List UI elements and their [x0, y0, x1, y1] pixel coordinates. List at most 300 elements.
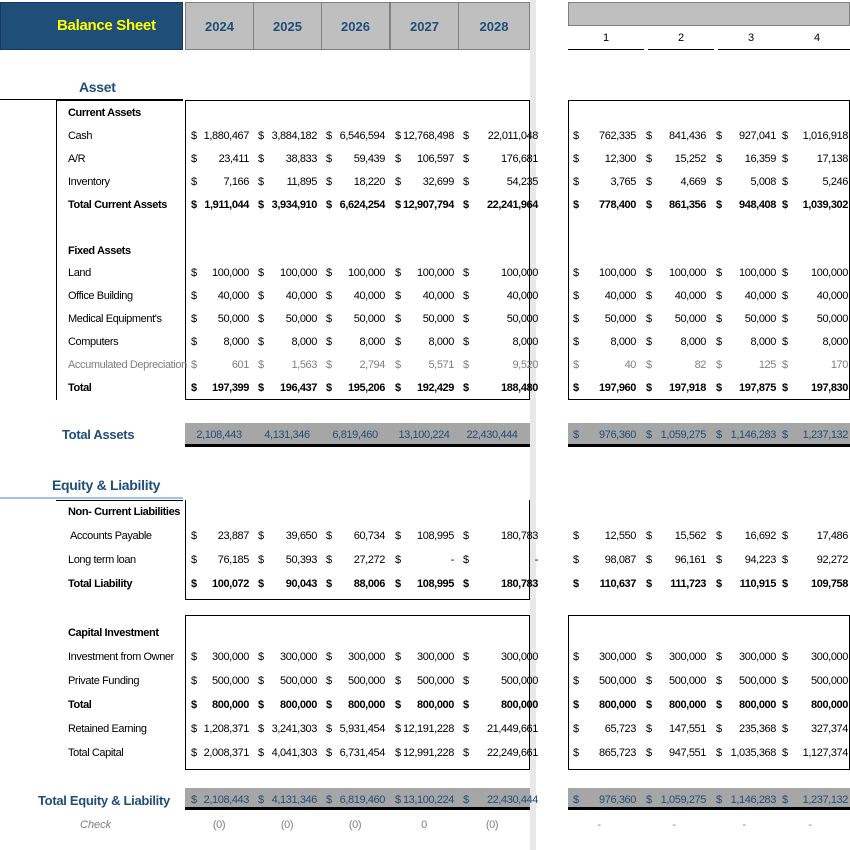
year-value-cell[interactable]: 90,043 — [285, 578, 317, 590]
year-value-cell[interactable]: 1,563 — [291, 359, 317, 371]
total-equity-month-value[interactable]: 976,360 — [599, 794, 636, 806]
month-value-cell[interactable]: 15,562 — [674, 530, 706, 542]
year-value-cell[interactable]: 22,011,048 — [487, 130, 538, 142]
year-value-cell[interactable]: 39,650 — [285, 530, 317, 542]
year-value-cell[interactable]: 9,520 — [512, 359, 538, 371]
currency-sign: $ — [716, 675, 723, 687]
currency-sign: $ — [782, 429, 789, 441]
equity-heading-rule — [0, 497, 183, 499]
year-value-cell[interactable]: 180,783 — [501, 530, 538, 542]
month-value-cell[interactable]: 15,252 — [674, 153, 706, 165]
year-header-2026[interactable]: 2026 — [321, 2, 390, 50]
month-value-cell[interactable]: 110,637 — [599, 578, 636, 590]
year-value-cell[interactable]: 800,000 — [212, 699, 249, 711]
year-value-cell[interactable]: 300,000 — [280, 651, 317, 663]
month-value-cell[interactable]: 327,374 — [811, 723, 848, 735]
month-value-cell[interactable]: 40,000 — [816, 290, 848, 302]
currency-sign: $ — [191, 199, 198, 211]
currency-sign: $ — [326, 699, 333, 711]
total-assets-month-value[interactable]: 1,237,132 — [802, 429, 848, 441]
year-value-cell[interactable]: 1,208,371 — [203, 723, 249, 735]
month-value-cell[interactable]: 50,000 — [604, 313, 636, 325]
month-value-cell[interactable]: 82 — [694, 359, 706, 371]
currency-sign: $ — [258, 313, 265, 325]
month-value-cell[interactable]: 197,830 — [811, 382, 848, 394]
year-value-cell[interactable]: 22,241,964 — [486, 199, 538, 211]
month-value-cell[interactable]: 17,486 — [816, 530, 848, 542]
year-value-cell[interactable]: - — [534, 554, 538, 566]
month-value-cell[interactable]: 948,408 — [739, 199, 776, 211]
row-label: Accumulated Depreciation — [68, 359, 187, 371]
month-value-cell[interactable]: 125 — [758, 359, 776, 371]
currency-sign: $ — [573, 675, 580, 687]
year-value-cell[interactable]: 11,895 — [286, 176, 317, 188]
month-value-cell[interactable]: 300,000 — [599, 651, 636, 663]
currency-sign: $ — [782, 267, 789, 279]
month-value-cell[interactable]: 1,127,374 — [802, 747, 848, 759]
sheet-title-cell[interactable] — [0, 2, 183, 50]
currency-sign: $ — [258, 675, 265, 687]
year-value-cell[interactable]: 800,000 — [417, 699, 454, 711]
check-year-value[interactable]: (0) — [212, 819, 226, 831]
year-value-cell[interactable]: 192,429 — [417, 382, 454, 394]
year-value-cell[interactable]: 500,000 — [212, 675, 249, 687]
year-value-cell[interactable]: 40,000 — [353, 290, 385, 302]
year-value-cell[interactable]: 60,734 — [353, 530, 385, 542]
check-month-value[interactable]: - — [742, 819, 746, 831]
currency-sign: $ — [782, 153, 789, 165]
check-year-value[interactable]: (0) — [348, 819, 362, 831]
month-value-cell[interactable]: 927,041 — [739, 130, 776, 142]
month-value-cell[interactable]: 100,000 — [811, 267, 848, 279]
currency-sign: $ — [716, 699, 723, 711]
year-header-2024[interactable]: 2024 — [185, 2, 254, 50]
currency-sign: $ — [716, 313, 723, 325]
year-value-cell[interactable]: 76,185 — [217, 554, 249, 566]
year-value-cell[interactable]: 500,000 — [501, 675, 538, 687]
month-value-cell[interactable]: 197,875 — [739, 382, 776, 394]
month-value-cell[interactable]: 800,000 — [599, 699, 636, 711]
year-value-cell[interactable]: 6,546,594 — [339, 130, 385, 142]
month-header-1[interactable]: 1 — [568, 27, 644, 50]
year-value-cell[interactable]: 3,241,303 — [271, 723, 317, 735]
currency-sign: $ — [646, 267, 653, 279]
month-value-cell[interactable]: 8,000 — [750, 336, 776, 348]
total-equity-year-value[interactable]: 13,100,224 — [402, 794, 454, 806]
currency-sign: $ — [463, 176, 470, 188]
currency-sign: $ — [646, 359, 653, 371]
month-value-cell[interactable]: 100,000 — [739, 267, 776, 279]
currency-sign: $ — [782, 176, 789, 188]
month-value-cell[interactable]: 1,035,368 — [730, 747, 776, 759]
currency-sign: $ — [646, 153, 653, 165]
currency-sign: $ — [395, 130, 402, 142]
currency-sign: $ — [191, 699, 198, 711]
year-value-cell[interactable]: 40,000 — [506, 290, 538, 302]
currency-sign: $ — [646, 429, 653, 441]
month-value-cell[interactable]: 40,000 — [604, 290, 636, 302]
check-year-value[interactable]: (0) — [485, 819, 499, 831]
currency-sign: $ — [573, 267, 580, 279]
year-value-cell[interactable]: 195,206 — [348, 382, 385, 394]
currency-sign: $ — [463, 554, 470, 566]
year-value-cell[interactable]: 88,006 — [353, 578, 385, 590]
currency-sign: $ — [395, 382, 402, 394]
year-value-cell[interactable]: 188,480 — [501, 382, 538, 394]
currency-sign: $ — [463, 723, 470, 735]
year-value-cell[interactable]: 300,000 — [417, 651, 454, 663]
month-value-cell[interactable]: 92,272 — [816, 554, 848, 566]
year-value-cell[interactable]: 8,000 — [223, 336, 249, 348]
month-value-cell[interactable]: 12,550 — [604, 530, 636, 542]
currency-sign: $ — [573, 199, 580, 211]
month-value-cell[interactable]: 300,000 — [669, 651, 706, 663]
row-label: Investment from Owner — [68, 651, 174, 663]
check-month-value[interactable]: - — [597, 819, 601, 831]
currency-sign: $ — [463, 530, 470, 542]
currency-sign: $ — [395, 199, 402, 211]
currency-sign: $ — [463, 130, 470, 142]
currency-sign: $ — [463, 651, 470, 663]
month-value-cell[interactable]: 94,223 — [744, 554, 776, 566]
sheet-title: Balance Sheet — [57, 17, 156, 34]
year-value-cell[interactable]: 32,699 — [422, 176, 454, 188]
month-value-cell[interactable]: 170 — [830, 359, 848, 371]
month-value-cell[interactable]: 12,300 — [604, 153, 636, 165]
year-value-cell[interactable]: 1,911,044 — [204, 199, 249, 211]
month-value-cell[interactable]: 800,000 — [739, 699, 776, 711]
month-value-cell[interactable]: 235,368 — [739, 723, 776, 735]
year-value-cell[interactable]: 800,000 — [501, 699, 538, 711]
year-value-cell[interactable]: 500,000 — [417, 675, 454, 687]
month-value-cell[interactable]: 147,551 — [669, 723, 706, 735]
month-value-cell[interactable]: 8,000 — [680, 336, 706, 348]
month-value-cell[interactable]: 861,356 — [669, 199, 706, 211]
currency-sign: $ — [191, 382, 198, 394]
month-value-cell[interactable]: 300,000 — [811, 651, 848, 663]
year-value-cell[interactable]: 8,000 — [359, 336, 385, 348]
year-value-cell[interactable]: 3,884,182 — [271, 130, 317, 142]
total-equity-month-value[interactable]: 1,146,283 — [730, 794, 776, 806]
currency-sign: $ — [463, 290, 470, 302]
currency-sign: $ — [191, 359, 198, 371]
total-equity-year-value[interactable]: 4,131,346 — [271, 794, 317, 806]
currency-sign: $ — [716, 267, 723, 279]
currency-sign: $ — [395, 699, 402, 711]
year-value-cell[interactable]: - — [450, 554, 454, 566]
currency-sign: $ — [716, 359, 723, 371]
year-header-2028[interactable]: 2028 — [458, 2, 530, 50]
month-value-cell[interactable]: 1,039,302 — [802, 199, 848, 211]
currency-sign: $ — [326, 530, 333, 542]
year-value-cell[interactable]: 2,008,371 — [203, 747, 249, 759]
year-value-cell[interactable]: 54,235 — [506, 176, 538, 188]
month-value-cell[interactable]: 16,692 — [744, 530, 776, 542]
currency-sign: $ — [463, 153, 470, 165]
month-value-cell[interactable]: 3,765 — [610, 176, 636, 188]
asset-yearly-box — [185, 100, 530, 400]
currency-sign: $ — [258, 290, 265, 302]
year-value-cell[interactable]: 50,000 — [506, 313, 538, 325]
year-value-cell[interactable]: 23,887 — [217, 530, 249, 542]
month-value-cell[interactable]: 8,000 — [822, 336, 848, 348]
year-value-cell[interactable]: 50,000 — [353, 313, 385, 325]
month-value-cell[interactable]: 1,016,918 — [802, 130, 848, 142]
year-value-cell[interactable]: 12,907,794 — [402, 199, 454, 211]
currency-sign: $ — [326, 794, 333, 806]
year-value-cell[interactable]: 40,000 — [285, 290, 317, 302]
year-value-cell[interactable]: 2,794 — [359, 359, 385, 371]
year-value-cell[interactable]: 100,000 — [348, 267, 385, 279]
month-value-cell[interactable]: 800,000 — [811, 699, 848, 711]
check-year-value[interactable]: (0) — [280, 819, 294, 831]
month-value-cell[interactable]: 778,400 — [599, 199, 636, 211]
year-value-cell[interactable]: 300,000 — [212, 651, 249, 663]
year-value-cell[interactable]: 106,597 — [417, 153, 454, 165]
month-value-cell[interactable]: 40,000 — [744, 290, 776, 302]
year-value-cell[interactable]: 300,000 — [348, 651, 385, 663]
currency-sign: $ — [716, 153, 723, 165]
month-value-cell[interactable]: 100,000 — [669, 267, 706, 279]
currency-sign: $ — [326, 290, 333, 302]
year-value-cell[interactable]: 50,000 — [422, 313, 454, 325]
row-label: Long term loan — [68, 554, 136, 566]
month-value-cell[interactable]: 800,000 — [669, 699, 706, 711]
year-value-cell[interactable]: 40,000 — [217, 290, 249, 302]
noncurrent-liabilities-heading: Non- Current Liabilities — [68, 506, 181, 518]
currency-sign: $ — [463, 699, 470, 711]
total-equity-year-value[interactable]: 2,108,443 — [203, 794, 249, 806]
currency-sign: $ — [646, 578, 653, 590]
month-value-cell[interactable]: 65,723 — [604, 723, 636, 735]
currency-sign: $ — [326, 747, 333, 759]
currency-sign: $ — [716, 747, 723, 759]
currency-sign: $ — [258, 153, 265, 165]
month-value-cell[interactable]: 841,436 — [669, 130, 706, 142]
currency-sign: $ — [258, 130, 265, 142]
month-value-cell[interactable]: 40 — [624, 359, 636, 371]
currency-sign: $ — [258, 747, 265, 759]
month-value-cell[interactable]: 17,138 — [816, 153, 848, 165]
year-value-cell[interactable]: 500,000 — [348, 675, 385, 687]
year-value-cell[interactable]: 59,439 — [353, 153, 385, 165]
currency-sign: $ — [716, 723, 723, 735]
month-value-cell[interactable]: 300,000 — [739, 651, 776, 663]
year-value-cell[interactable]: 21,449,661 — [486, 723, 538, 735]
year-value-cell[interactable]: 1,880,467 — [203, 130, 249, 142]
year-value-cell[interactable]: 22,249,661 — [486, 747, 538, 759]
month-value-cell[interactable]: 16,359 — [744, 153, 776, 165]
month-value-cell[interactable]: 40,000 — [674, 290, 706, 302]
month-value-cell[interactable]: 5,246 — [822, 176, 848, 188]
currency-sign: $ — [646, 313, 653, 325]
month-value-cell[interactable]: 8,000 — [610, 336, 636, 348]
year-value-cell[interactable]: 12,191,228 — [402, 723, 454, 735]
year-value-cell[interactable]: 8,000 — [512, 336, 538, 348]
year-value-cell[interactable]: 800,000 — [280, 699, 317, 711]
year-value-cell[interactable]: 12,768,498 — [402, 130, 454, 142]
currency-sign: $ — [258, 651, 265, 663]
currency-sign: $ — [191, 651, 198, 663]
year-value-cell[interactable]: 100,000 — [212, 267, 249, 279]
month-header-4[interactable]: 4 — [784, 27, 850, 50]
equity-heading: Equity & Liability — [52, 477, 161, 493]
year-value-cell[interactable]: 8,000 — [428, 336, 454, 348]
year-value-cell[interactable]: 100,072 — [212, 578, 249, 590]
month-value-cell[interactable]: 947,551 — [669, 747, 706, 759]
currency-sign: $ — [258, 794, 265, 806]
currency-sign: $ — [573, 336, 580, 348]
year-value-cell[interactable]: 300,000 — [501, 651, 538, 663]
year-value-cell[interactable]: 197,399 — [212, 382, 249, 394]
currency-sign: $ — [326, 382, 333, 394]
year-value-cell[interactable]: 108,995 — [417, 578, 454, 590]
month-value-cell[interactable]: 50,000 — [674, 313, 706, 325]
currency-sign: $ — [395, 176, 402, 188]
currency-sign: $ — [573, 130, 580, 142]
year-value-cell[interactable]: 100,000 — [280, 267, 317, 279]
year-value-cell[interactable]: 23,411 — [218, 153, 249, 165]
currency-sign: $ — [395, 651, 402, 663]
check-month-value[interactable]: - — [808, 819, 812, 831]
month-value-cell[interactable]: 500,000 — [599, 675, 636, 687]
month-value-cell[interactable]: 500,000 — [811, 675, 848, 687]
month-value-cell[interactable]: 109,758 — [811, 578, 848, 590]
currency-sign: $ — [646, 290, 653, 302]
year-value-cell[interactable]: 12,991,228 — [402, 747, 454, 759]
year-value-cell[interactable]: 5,931,454 — [339, 723, 385, 735]
currency-sign: $ — [326, 675, 333, 687]
year-value-cell[interactable]: 176,681 — [501, 153, 538, 165]
row-label: Total Liability — [68, 578, 133, 590]
check-year-value[interactable]: 0 — [421, 819, 427, 831]
month-value-cell[interactable]: 197,960 — [599, 382, 636, 394]
currency-sign: $ — [573, 747, 580, 759]
currency-sign: $ — [395, 794, 402, 806]
year-value-cell[interactable]: 6,624,254 — [339, 199, 385, 211]
year-value-cell[interactable]: 5,571 — [428, 359, 454, 371]
check-label: Check — [80, 819, 112, 831]
year-header-2027[interactable]: 2027 — [390, 2, 459, 50]
fixed-assets-heading: Fixed Assets — [68, 245, 131, 257]
currency-sign: $ — [395, 290, 402, 302]
month-header-3[interactable]: 3 — [718, 27, 784, 50]
currency-sign: $ — [258, 699, 265, 711]
month-value-cell[interactable]: 50,000 — [744, 313, 776, 325]
month-value-cell[interactable]: 865,723 — [599, 747, 636, 759]
currency-sign: $ — [258, 199, 265, 211]
currency-sign: $ — [326, 130, 333, 142]
year-value-cell[interactable]: 8,000 — [291, 336, 317, 348]
month-value-cell[interactable]: 5,008 — [750, 176, 776, 188]
month-value-cell[interactable]: 500,000 — [739, 675, 776, 687]
check-month-value[interactable]: - — [672, 819, 676, 831]
year-value-cell[interactable]: 180,783 — [501, 578, 538, 590]
total-assets-month-value[interactable]: 1,059,275 — [660, 429, 706, 441]
currency-sign: $ — [326, 578, 333, 590]
currency-sign: $ — [573, 382, 580, 394]
row-label: Accounts Payable — [70, 530, 152, 542]
month-value-cell[interactable]: 96,161 — [674, 554, 706, 566]
month-value-cell[interactable]: 111,723 — [670, 578, 706, 590]
year-value-cell[interactable]: 7,166 — [223, 176, 249, 188]
currency-sign: $ — [463, 675, 470, 687]
total-assets-year-value[interactable]: 22,430,444 — [466, 429, 518, 441]
total-assets-month-value[interactable]: 976,360 — [599, 429, 636, 441]
year-header-2025[interactable]: 2025 — [253, 2, 322, 50]
total-equity-month-value[interactable]: 1,237,132 — [802, 794, 848, 806]
row-label: Total — [68, 699, 92, 711]
row-label: Inventory — [68, 176, 110, 188]
month-value-cell[interactable]: 98,087 — [604, 554, 636, 566]
currency-sign: $ — [191, 554, 198, 566]
currency-sign: $ — [258, 554, 265, 566]
year-value-cell[interactable]: 800,000 — [348, 699, 385, 711]
currency-sign: $ — [191, 794, 198, 806]
year-value-cell[interactable]: 27,272 — [353, 554, 385, 566]
currency-sign: $ — [782, 699, 789, 711]
total-equity-year-value[interactable]: 6,819,460 — [339, 794, 385, 806]
currency-sign: $ — [463, 359, 470, 371]
currency-sign: $ — [258, 336, 265, 348]
row-label: Total — [68, 382, 92, 394]
currency-sign: $ — [573, 359, 580, 371]
year-value-cell[interactable]: 108,995 — [417, 530, 454, 542]
currency-sign: $ — [716, 554, 723, 566]
year-value-cell[interactable]: 50,393 — [285, 554, 317, 566]
currency-sign: $ — [716, 199, 723, 211]
month-value-cell[interactable]: 197,918 — [669, 382, 706, 394]
year-value-cell[interactable]: 50,000 — [217, 313, 249, 325]
year-value-cell[interactable]: 601 — [231, 359, 249, 371]
currency-sign: $ — [646, 723, 653, 735]
total-assets-year-value[interactable]: 2,108,443 — [196, 429, 242, 441]
month-value-cell[interactable]: 762,335 — [599, 130, 636, 142]
month-value-cell[interactable]: 50,000 — [816, 313, 848, 325]
year-value-cell[interactable]: 100,000 — [417, 267, 454, 279]
total-assets-month-value[interactable]: 1,146,283 — [730, 429, 776, 441]
year-value-cell[interactable]: 3,934,910 — [271, 199, 317, 211]
currency-sign: $ — [191, 336, 198, 348]
month-header-2[interactable]: 2 — [648, 27, 714, 50]
year-value-cell[interactable]: 40,000 — [422, 290, 454, 302]
total-assets-year-value[interactable]: 4,131,346 — [264, 429, 310, 441]
total-equity-label: Total Equity & Liability — [38, 793, 170, 808]
year-value-cell[interactable]: 100,000 — [501, 267, 538, 279]
total-assets-year-value[interactable]: 6,819,460 — [332, 429, 378, 441]
currency-sign: $ — [258, 578, 265, 590]
currency-sign: $ — [782, 554, 789, 566]
total-assets-year-value[interactable]: 13,100,224 — [398, 429, 450, 441]
total-equity-year-value[interactable]: 22,430,444 — [486, 794, 538, 806]
year-value-cell[interactable]: 500,000 — [280, 675, 317, 687]
currency-sign: $ — [782, 578, 789, 590]
year-value-cell[interactable]: 6,731,454 — [339, 747, 385, 759]
year-value-cell[interactable]: 4,041,303 — [271, 747, 317, 759]
month-value-cell[interactable]: 500,000 — [669, 675, 706, 687]
year-value-cell[interactable]: 18,220 — [353, 176, 385, 188]
currency-sign: $ — [191, 723, 198, 735]
currency-sign: $ — [646, 651, 653, 663]
total-equity-month-value[interactable]: 1,059,275 — [660, 794, 706, 806]
year-value-cell[interactable]: 38,833 — [285, 153, 317, 165]
month-value-cell[interactable]: 110,915 — [739, 578, 776, 590]
month-value-cell[interactable]: 100,000 — [599, 267, 636, 279]
year-value-cell[interactable]: 196,437 — [280, 382, 317, 394]
month-value-cell[interactable]: 4,669 — [680, 176, 706, 188]
year-value-cell[interactable]: 50,000 — [285, 313, 317, 325]
currency-sign: $ — [782, 530, 789, 542]
